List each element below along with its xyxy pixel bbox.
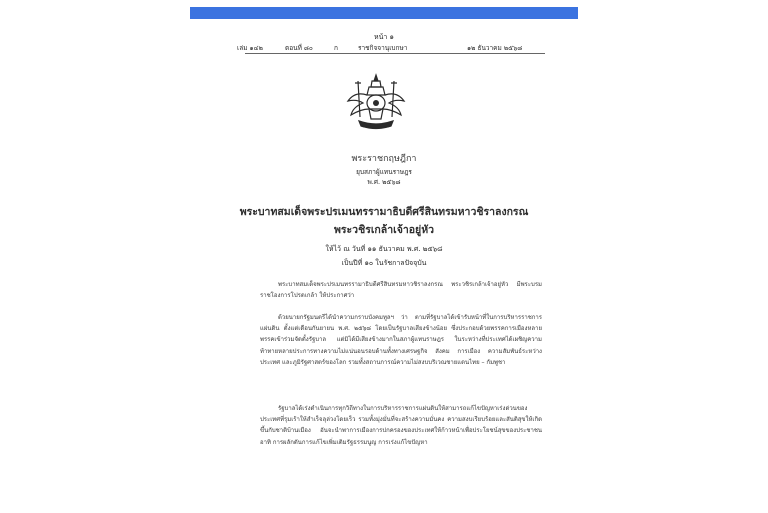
header-part: ตอนที่ ๘๐: [285, 44, 313, 52]
decree-title: พระราชกฤษฎีกา: [351, 154, 417, 164]
header-section: ก: [334, 44, 338, 52]
king-name-line-1: พระบาทสมเด็จพระปรเมนทรรามาธิบดีศรีสินทรมหาวชิราลงกรณ: [239, 206, 529, 218]
header-gazette-name: ราชกิจจานุเบกษา: [358, 44, 408, 52]
header-date: ๑๒ ธันวาคม ๒๕๖๘: [467, 44, 523, 52]
king-name-line-2: พระวชิรเกล้าเจ้าอยู่หัว: [333, 224, 435, 236]
decree-year: พ.ศ. ๒๕๖๘: [367, 178, 401, 186]
given-date: ให้ไว้ ณ วันที่ ๑๑ ธันวาคม พ.ศ. ๒๕๖๘: [325, 245, 443, 253]
header-rule: [245, 53, 545, 54]
body-paragraph-1: พระบาทสมเด็จพระปรเมนทรรามาธิบดีศรีสินทรมหาวชิราลงกรณ พระวชิรเกล้าเจ้าอยู่หัว มีพระบรมราชโองการโปรดเกล้า ให้ประกาศว่า: [260, 281, 542, 300]
header-volume: เล่ม ๑๔๒: [237, 44, 263, 52]
garuda-emblem-icon: [345, 71, 407, 133]
body-paragraph-3: รัฐบาลได้เร่งดำเนินการทุกวิถีทางในการบริหารราชการแผ่นดินให้สามารถแก้ไขปัญหาเร่งด่วนของประเทศที่รุมเร้าให้สำเร็จลุล่วงโดยเร็ว รวมทั้งมุ่งมั่นที่จะสร้างความมั่นคง ความสงบเรียบร้อยและสันติสุขให้เกิดขึ้นกับชาติบ้านเมือง อันจะนำพาการเมืองการปกครองของประเทศให้ก้าวหน้าเพื่อประโยชน์สุขของประชาชน อาทิ การผลักดันการแก้ไขเพิ่มเติมรัฐธรรมนูญ การเร่งแก้ไขปัญหา: [260, 405, 542, 446]
top-bar: [190, 7, 578, 19]
body-paragraph-2: ด้วยนายกรัฐมนตรีได้นำความกราบบังคมทูลฯ ว่า ตามที่รัฐบาลได้เข้ารับหน้าที่ในการบริหารราชการแผ่นดิน ตั้งแต่เดือนกันยายน พ.ศ. ๒๕๖๘ โดยเป็นรัฐบาลเสียงข้างน้อย ซึ่งประกอบด้วยพรรคการเมืองหลายพรรคเข้าร่วมจัดตั้งรัฐบาล แต่มิได้มีเสียงข้างมากในสภาผู้แทนราษฎร ในระหว่างที่ประเทศได้เผชิญความท้าทายหลายประการทางความไม่แน่นอนรอบด้านทั้งทางเศรษฐกิจ สังคม การเมือง ความสัมพันธ์ระหว่างประเทศ และภูมิรัฐศาสตร์ของโลก รวมทั้งสถานการณ์ความไม่สงบบริเวณชายแดนไทย – กัมพูชา: [260, 314, 542, 366]
page-number: หน้า ๑: [374, 33, 394, 41]
reign-year: เป็นปีที่ ๑๐ ในรัชกาลปัจจุบัน: [341, 259, 427, 267]
decree-subtitle: ยุบสภาผู้แทนราษฎร: [356, 168, 412, 176]
gazette-page: [190, 19, 578, 513]
